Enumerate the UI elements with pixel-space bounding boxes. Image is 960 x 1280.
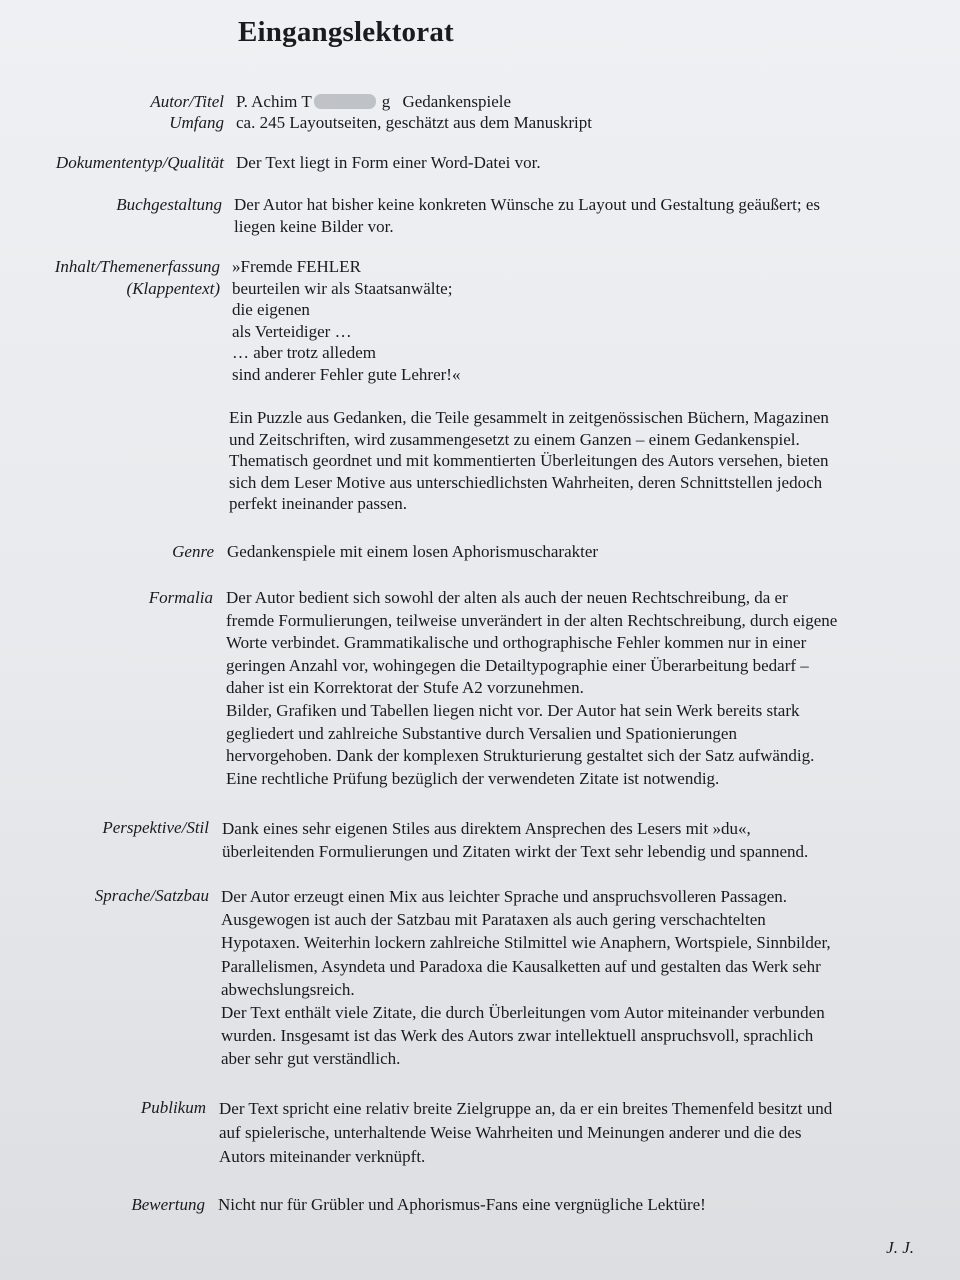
label-inhalt-line2: (Klappentext) (126, 278, 220, 298)
label-formalia: Formalia (148, 588, 213, 607)
label-umfang: Umfang (169, 113, 224, 132)
text-line: Parallelismen, Asyndeta und Paradoxa die Kausalketten auf und gestalten das Werk sehr (221, 956, 821, 976)
text-line: Ein Puzzle aus Gedanken, die Teile gesammelt in zeitgenössischen Büchern, Magazinen (229, 408, 829, 427)
text-line: Ausgewogen ist auch der Satzbau mit Parataxen als auch gering verschachtelten (221, 910, 766, 930)
text-line: fremde Formulierungen, teilweise unverändert in der alten Rechtschreibung, durch eigene (226, 610, 838, 630)
value-genre: Gedankenspiele mit einem losen Aphorismuscharakter (227, 542, 599, 561)
text-line: perfekt ineinander passen. (229, 494, 407, 513)
poem-line: sind anderer Fehler gute Lehrer!« (232, 364, 461, 384)
work-title: Gedankenspiele (402, 92, 512, 111)
text-line: auf spielerische, unterhaltende Weise Wahrheiten und Meinungen anderer und die des (219, 1123, 802, 1142)
author-name-tail: g (381, 92, 391, 111)
klappentext-poem (232, 256, 460, 385)
value-sprache (221, 885, 831, 1071)
text-line: Der Autor bedient sich sowohl der alten als auch der neuen Rechtschreibung, da er (226, 588, 788, 607)
label-dokumententyp: Dokumententyp/Qualität (55, 153, 224, 172)
text-line: Der Text spricht eine relativ breite Zielgruppe an, da er ein breites Themenfeld besitzt und (219, 1099, 833, 1118)
signature: J. J. (886, 1238, 914, 1257)
text-line: daher ist ein Korrektorat der Stufe A2 vorzunehmen. (226, 678, 584, 698)
text-line: Der Autor erzeugt einen Mix aus leichter Sprache und anspruchsvolleren Passagen. (221, 887, 788, 906)
text-line: Hypotaxen. Weiterhin lockern zahlreiche Stilmittel wie Anaphern, Wortspiele, Sinnbilder, (221, 933, 831, 953)
author-name: P. Achim T (236, 92, 312, 111)
poem-line: die eigenen (232, 300, 310, 319)
text-line: geringen Anzahl vor, wohingegen die Detailtypographie einer Überarbeitung bedarf – (226, 655, 809, 675)
value-buchgestaltung (234, 194, 820, 237)
value-umfang: ca. 245 Layoutseiten, geschätzt aus dem Manuskript (236, 113, 592, 132)
label-genre: Genre (172, 542, 214, 561)
text-line: Bilder, Grafiken und Tabellen liegen nicht vor. Der Autor hat sein Werk bereits stark (226, 700, 800, 720)
label-autor-titel: Autor/Titel (150, 92, 224, 111)
label-inhalt-line1: Inhalt/Themenerfassung (54, 257, 220, 276)
text-line: hervorgehoben. Dank der komplexen Strukturierung gestaltet sich der Satz aufwändig. (226, 746, 815, 766)
text-line: Der Autor hat bisher keine konkreten Wünsche zu Layout und Gestaltung geäußert; es (234, 195, 821, 214)
value-inhalt (232, 256, 460, 385)
document-title: Eingangslektorat (238, 16, 454, 48)
text-line: aber sehr gut verständlich. (221, 1049, 401, 1069)
value-formalia (226, 587, 837, 790)
text-line: wurden. Insgesamt ist das Werk des Autors zwar intellektuell anspruchsvoll, sprachlich (221, 1026, 814, 1046)
value-dokumententyp: Der Text liegt in Form einer Word-Datei vor. (236, 153, 541, 172)
poem-line: … aber trotz alledem (232, 343, 376, 362)
poem-line: beurteilen wir als Staatsanwälte; (232, 278, 453, 298)
text-line: abwechslungsreich. (221, 979, 355, 999)
text-line: liegen keine Bilder vor. (234, 216, 394, 236)
text-line: Worte verbindet. Grammatikalische und orthographische Fehler kommen nur in einer (226, 633, 807, 653)
value-perspektive (222, 817, 808, 863)
label-perspektive: Perspektive/Stil (102, 818, 209, 837)
label-sprache: Sprache/Satzbau (94, 886, 209, 905)
text-line: Dank eines sehr eigenen Stiles aus direktem Ansprechen des Lesers mit »du«, (222, 819, 751, 838)
poem-line: »Fremde FEHLER (232, 257, 361, 276)
value-autor-titel (236, 91, 511, 113)
text-line: Thematisch geordnet und mit kommentierten Überleitungen des Autors versehen, bieten (229, 451, 829, 470)
poem-line: als Verteidiger … (232, 321, 352, 341)
redaction-mark (314, 94, 376, 109)
text-line: sich dem Leser Motive aus unterschiedlichsten Wahrheiten, deren Schnittstellen jedoch (229, 472, 823, 492)
klappentext-paragraph (229, 407, 829, 515)
value-publikum (219, 1097, 832, 1169)
text-line: gegliedert und zahlreiche Substantive durch Versalien und Spationierungen (226, 723, 737, 743)
text-line: Autors miteinander verknüpft. (219, 1147, 426, 1166)
text-line: Der Text enthält viele Zitate, die durch Überleitungen vom Autor miteinander verbunden (221, 1003, 825, 1023)
label-bewertung: Bewertung (131, 1195, 205, 1214)
text-line: und Zeitschriften, wird zusammengesetzt zu einem Ganzen – einem Gedankenspiel. (229, 429, 800, 449)
label-inhalt (55, 256, 220, 299)
label-buchgestaltung: Buchgestaltung (116, 195, 222, 214)
value-bewertung: Nicht nur für Grübler und Aphorismus-Fans eine vergnügliche Lektüre! (218, 1195, 706, 1214)
text-line: Eine rechtliche Prüfung bezüglich der verwendeten Zitate ist notwendig. (226, 768, 720, 788)
text-line: überleitenden Formulierungen und Zitaten wirkt der Text sehr lebendig und spannend. (222, 842, 809, 861)
label-publikum: Publikum (140, 1098, 206, 1117)
